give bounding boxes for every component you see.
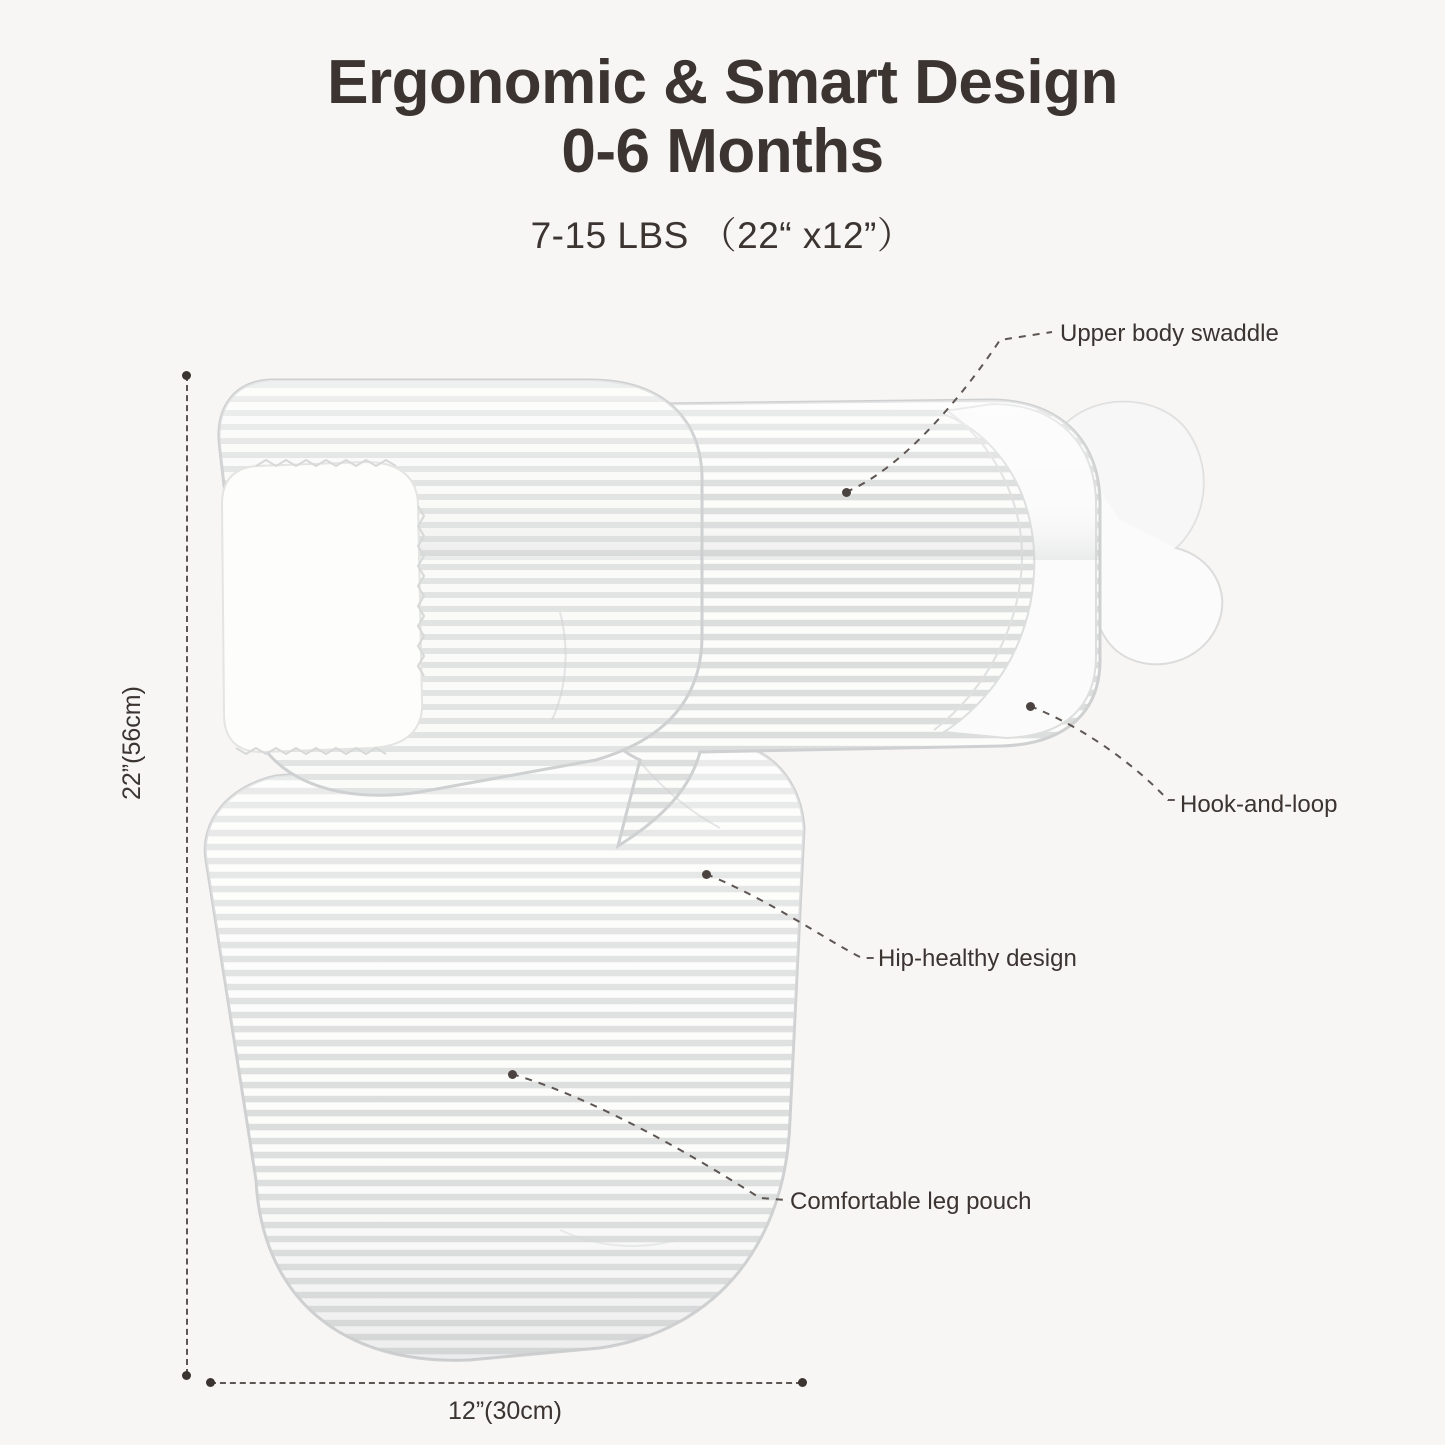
page-subtitle: 7-15 LBS （22“ x12”） — [530, 214, 915, 256]
callout-anchor-hip-healthy-design — [702, 870, 711, 879]
callout-anchor-upper-body-swaddle — [842, 488, 851, 497]
callout-label-upper-body-swaddle: Upper body swaddle — [1060, 320, 1279, 347]
page-title-line2: 0-6 Months — [561, 117, 884, 187]
height-dimension-line — [186, 375, 188, 1375]
callout-anchor-hook-and-loop — [1026, 702, 1035, 711]
width-dimension-line — [210, 1382, 802, 1384]
width-dimension-label: 12”(30cm) — [448, 1397, 562, 1425]
height-dimension-label: 22”(56cm) — [118, 686, 146, 800]
callout-label-hook-and-loop: Hook-and-loop — [1180, 791, 1338, 818]
width-dimension-dot-right — [798, 1378, 807, 1387]
hook-and-loop-patch — [222, 460, 424, 754]
height-dimension-dot-bottom — [182, 1371, 191, 1380]
leg-pouch — [205, 741, 804, 1360]
callout-anchor-comfortable-leg-pouch — [508, 1070, 517, 1079]
callout-label-hip-healthy-design: Hip-healthy design — [878, 945, 1077, 972]
callout-label-comfortable-leg-pouch: Comfortable leg pouch — [790, 1188, 1032, 1215]
height-dimension-dot-top — [182, 371, 191, 380]
width-dimension-dot-left — [206, 1378, 215, 1387]
page-title-line1: Ergonomic & Smart Design — [327, 48, 1118, 117]
